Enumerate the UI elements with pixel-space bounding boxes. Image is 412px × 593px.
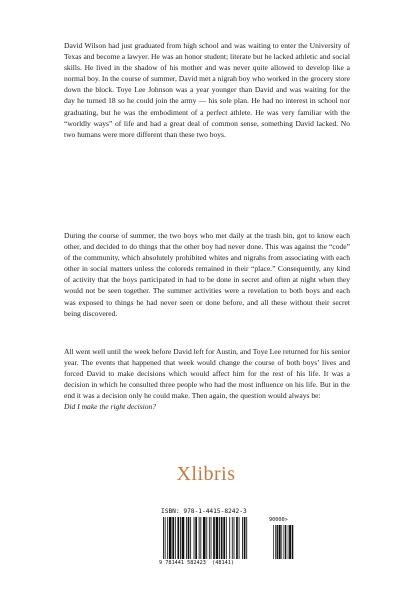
blurb-paragraph-2: During the course of summer, the two boys who met daily at the trash bin, got to know each other, and decided to do things that the other boy had never done. This was against the “code” of the community, which absolutely prohibited whites and nigrahs from associating with each other in social matters unless the coloreds remained in their “place.” Consequently, any kind of activity that the boys participated in had to be done in secret and often at night when they would not be seen together. The summer activities were a revelation to both boys and each was exposed to things he had never seen or done before, and all these without their secret being discovered. [64,231,350,318]
barcode-bar [232,517,233,559]
barcode-bar [226,517,227,559]
barcode-digit-group-2: 582423 [187,560,206,566]
barcode-bar [206,517,207,559]
barcode-bar [165,517,166,559]
barcode-bar [203,517,206,559]
barcode-bar [182,517,185,559]
barcode-bar [190,517,191,559]
barcode-bar [211,517,212,559]
barcode-bar [180,517,181,559]
blurb-paragraph-1: David Wilson had just graduated from high school and was waiting to enter the University of Texas and become a lawyer. He was an honor student; literate but he lacked athletic and social skills. He lived in the shadow of his mother and was never quite allowed to develop like a normal boy. In the course of summer, David met a nigrah boy who worked in the grocery store down the block. Toye Lee Johnson was a year younger than David and was waiting for the day he turned 18 so he could join the army — his sole plan. He had no interest in school nor graduating, but he was the embodiment of a perfect athlete. He was very familiar with the “worldly ways” of life and had a great deal of common sense, something David lacked. No two humans were more different than these two boys. [64,41,350,139]
barcode-addon-bar [285,525,286,559]
barcode-bar [219,517,220,559]
barcode-bar [199,517,200,559]
barcode-addon-bar [275,525,276,559]
barcode-bar [200,517,201,559]
barcode-bar [216,517,219,559]
barcode-bar [175,517,176,559]
barcode-bar [236,517,238,559]
barcode-addon-bar [284,525,285,559]
barcode-digits [159,560,234,566]
barcode-addon-bar [273,525,274,559]
isbn-barcode [157,507,305,569]
blurb-closing-question: Did I make the right decision? [64,402,157,412]
barcode-digit-group-1: 781441 [165,560,184,566]
barcode-bar [186,517,187,559]
barcode-bar [167,517,168,559]
barcode-bars [161,517,301,561]
barcode-bar [242,517,243,559]
barcode-digit-prefix: 9 [159,560,163,566]
barcode-bar [188,517,190,559]
barcode-bar [177,517,179,559]
barcode-bar [172,517,174,559]
barcode-addon-bar [292,525,293,559]
publisher-logo: Xlibris [176,463,236,485]
barcode-bar [244,517,246,559]
barcode-bar [209,517,210,559]
blurb-paragraph-3 [64,346,350,413]
isbn-label: ISBN: 978-1-4415-8242-3 [161,508,247,515]
barcode-addon-bar [279,525,281,559]
barcode-bar [169,517,172,559]
barcode-bar [213,517,215,559]
barcode-addon-bar [281,525,282,559]
barcode-bar [229,517,230,559]
barcode-addon-bar [288,525,289,559]
blurb-paragraph-3-text: All went well until the week before David left for Austin, and Toye Lee returned for his senior year. The events that happened that week would change the course of both boys’ lives and forced David to make decisions which would affect him for the rest of his life. It was a decision in which he consulted three people who had the most influence on his life. But in the end it was a decision only he could make. Then again, the question would always be: [64,347,350,401]
barcode-bar [221,517,223,559]
barcode-bar [194,517,195,559]
barcode-addon-bar [277,525,278,559]
barcode-bar [246,517,247,559]
barcode-bar [163,517,164,559]
barcode-bar [239,517,240,559]
barcode-addon-bar [289,525,291,559]
barcode-bar [223,517,225,559]
price-code: 90000> [269,517,288,523]
barcode-bar [195,517,197,559]
barcode-digit-suffix: (48141) [212,560,234,566]
barcode-bar [234,517,235,559]
